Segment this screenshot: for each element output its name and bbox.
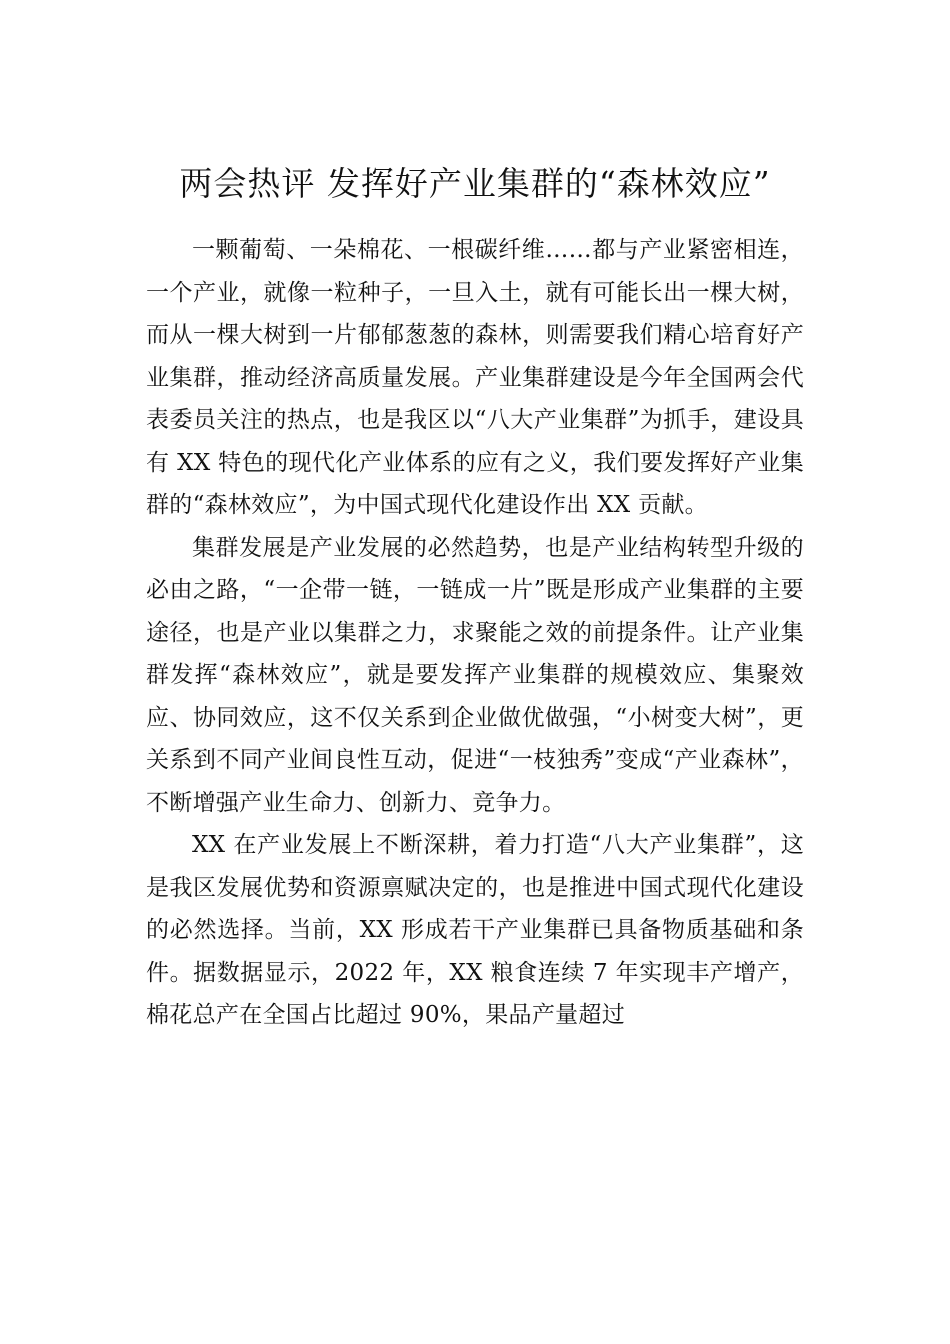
paragraph-1: 一颗葡萄、一朵棉花、一根碳纤维……都与产业紧密相连，一个产业，就像一粒种子，一旦入土，就有可能长出一棵大树，而从一棵大树到一片郁郁葱葱的森林，则需要我们精心培育好产业集群，推动经济高质量发展。产业集群建设是今年全国两会代表委员关注的热点，也是我区以“八大产业集群”为抓手，建设具有 XX 特色的现代化产业体系的应有之义，我们要发挥好产业集群的“森林效应”，为中国式现代化建设作出 XX 贡献。 (146, 237, 804, 518)
paragraph-3: XX 在产业发展上不断深耕，着力打造“八大产业集群”，这是我区发展优势和资源禀赋决定的，也是推进中国式现代化建设的必然选择。当前，XX 形成若干产业集群已具备物质基础和条件。据数据显示，2022 年，XX 粮食连续 7 年实现丰产增产，棉花总产在全国占比超过 90%，果品产量超过 (146, 832, 804, 1028)
article-body (146, 229, 804, 1037)
paragraph-2: 集群发展是产业发展的必然趋势，也是产业结构转型升级的必由之路，“一企带一链，一链成一片”既是形成产业集群的主要途径，也是产业以集群之力，求聚能之效的前提条件。让产业集群发挥“森林效应”，就是要发挥产业集群的规模效应、集聚效应、协同效应，这不仅关系到企业做优做强，“小树变大树”，更关系到不同产业间良性互动，促进“一枝独秀”变成“产业森林”，不断增强产业生命力、创新力、竞争力。 (146, 534, 804, 816)
page-title: 两会热评 发挥好产业集群的“森林效应” (179, 164, 771, 203)
